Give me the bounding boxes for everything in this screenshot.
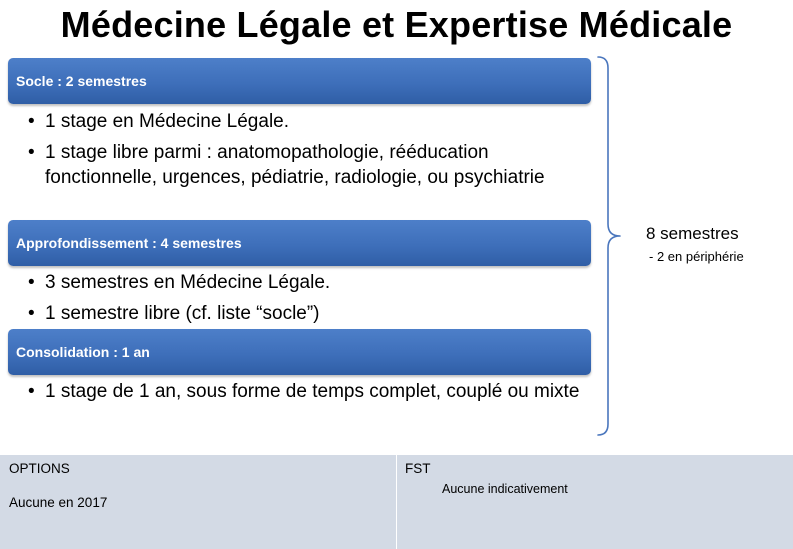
phase-approfondissement-list [28, 270, 588, 332]
list-item [28, 379, 588, 404]
fst-value: Aucune indicativement [442, 482, 568, 496]
list-item-text: 1 stage libre parmi : anatomopathologie, rééducation fonctionnelle, urgences, pédiatrie, radiologie, ou psychiatrie [45, 142, 545, 188]
bullet-icon: • [28, 381, 35, 402]
total-semesters-label: 8 semestres [646, 224, 739, 243]
fst-heading: FST [405, 461, 431, 476]
bullet-icon: • [28, 142, 35, 163]
panel-divider [396, 455, 397, 549]
list-item-text: 1 semestre libre (cf. liste “socle”) [45, 303, 320, 324]
brace-path [598, 57, 620, 435]
page-title: Médecine Légale et Expertise Médicale [60, 4, 733, 45]
list-item [28, 301, 588, 326]
list-item-text: 3 semestres en Médecine Légale. [45, 272, 331, 293]
bullet-icon: • [28, 111, 35, 132]
phase-consolidation-list [28, 379, 588, 410]
phase-socle-header: Socle : 2 semestres [8, 58, 591, 104]
phase-socle-list [28, 109, 588, 196]
right-brace-icon [596, 56, 626, 438]
list-item [28, 270, 588, 295]
list-item [28, 109, 588, 134]
total-semesters-note: - 2 en périphérie [649, 249, 744, 264]
options-value: Aucune en 2017 [9, 495, 108, 510]
list-item [28, 140, 588, 190]
list-item-text: 1 stage de 1 an, sous forme de temps complet, couplé ou mixte [45, 381, 580, 402]
bullet-icon: • [28, 272, 35, 293]
options-heading: OPTIONS [9, 461, 70, 476]
phase-approfondissement-header: Approfondissement : 4 semestres [8, 220, 591, 266]
bottom-panel [0, 455, 793, 549]
bullet-icon: • [28, 303, 35, 324]
phase-consolidation-header: Consolidation : 1 an [8, 329, 591, 375]
list-item-text: 1 stage en Médecine Légale. [45, 111, 290, 132]
